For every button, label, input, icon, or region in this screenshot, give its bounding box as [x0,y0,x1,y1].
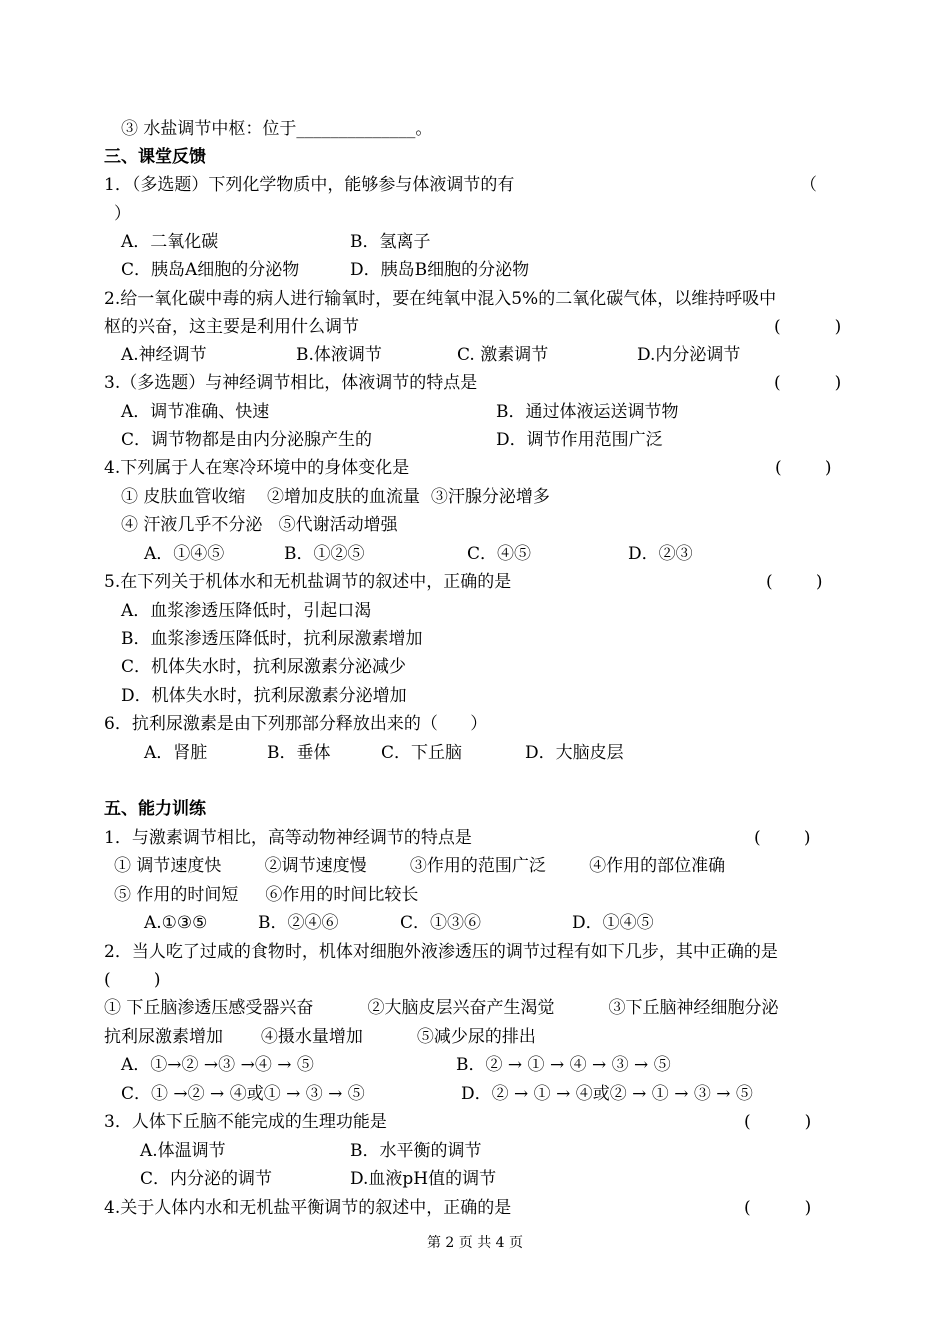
q3-paren: ( ) [774,373,842,393]
q1-option-c: C．胰岛A细胞的分泌物 [121,260,300,280]
s5-q4-stem: 4.关于人体内水和无机盐平衡调节的叙述中，正确的是 [104,1198,512,1218]
s5-q1-option-b: B．②④⑥ [258,913,339,933]
q2-option-b: B.体液调节 [296,345,382,365]
q4-items-line2: ④ 汗液几乎不分泌 ⑤代谢活动增强 [121,515,398,535]
q5-option-a: A．血浆渗透压降低时，引起口渴 [121,601,372,621]
s5-q2-stem: 2．当人吃了过咸的食物时，机体对细胞外液渗透压的调节过程有如下几步，其中正确的是 [104,942,778,962]
q4-stem: 4.下列属于人在寒冷环境中的身体变化是 [104,458,410,478]
s5-q1-items-line2: ⑤ 作用的时间短 ⑥作用的时间比较长 [114,885,419,905]
q3-option-d: D．调节作用范围广泛 [496,430,663,450]
s5-q3-option-a: A.体温调节 [140,1141,226,1161]
page-number-footer: 第 2 页 共 4 页 [426,1235,524,1251]
q2-stem-line1: 2.给一氧化碳中毒的病人进行输氧时，要在纯氧中混入5%的二氧化碳气体，以维持呼吸中 [104,289,777,309]
s5-q2-items-line1: ① 下丘脑渗透压感受器兴奋 ②大脑皮层兴奋产生渴觉 ③下丘脑神经细胞分泌 [104,998,779,1018]
q2-option-c: C. 激素调节 [457,345,549,365]
section-heading-ability: 五、能力训练 [104,799,206,819]
s5-q2-items-line2: 抗利尿激素增加 ④摄水量增加 ⑤减少尿的排出 [104,1027,536,1047]
q2-option-d: D.内分泌调节 [637,345,741,365]
s5-q3-paren: ( ) [744,1112,812,1132]
q1-option-d: D．胰岛B细胞的分泌物 [350,260,530,280]
s5-q1-stem: 1．与激素调节相比，高等动物神经调节的特点是 [104,828,472,848]
q5-option-d: D．机体失水时，抗利尿激素分泌增加 [121,686,407,706]
s5-q3-option-b: B．水平衡的调节 [350,1141,482,1161]
s5-q3-stem: 3．人体下丘脑不能完成的生理功能是 [104,1112,387,1132]
section-heading-feedback: 三、课堂反馈 [104,147,206,167]
q4-option-d: D．②③ [628,544,693,564]
q6-option-c: C．下丘脑 [381,743,463,763]
q1-option-a: A．二氧化碳 [121,232,219,252]
q2-paren: ( ) [774,317,842,337]
q1-paren-open: （ [800,175,817,195]
q2-option-a: A.神经调节 [121,345,207,365]
s5-q3-option-d: D.血液pH值的调节 [350,1169,497,1189]
q2-stem-line2: 枢的兴奋，这主要是利用什么调节 [104,317,359,337]
s5-q1-paren: ( ) [754,828,811,848]
q5-option-b: B．血浆渗透压降低时，抗利尿激素增加 [121,629,423,649]
q1-paren-close: ） [114,204,131,224]
q5-paren: ( ) [766,572,823,592]
s5-q4-paren: ( ) [744,1198,812,1218]
q3-option-c: C．调节物都是由内分泌腺产生的 [121,430,373,450]
s5-q1-option-a: A.①③⑤ [144,913,208,933]
s5-q1-option-c: C．①③⑥ [400,913,482,933]
q1-option-b: B．氢离子 [350,232,431,252]
s5-q3-option-c: C．内分泌的调节 [140,1169,273,1189]
s5-q2-option-a: A．①→② →③ →④ → ⑤ [121,1055,314,1075]
q6-option-d: D．大脑皮层 [525,743,624,763]
s5-q1-option-d: D．①④⑤ [572,913,654,933]
q3-stem: 3.（多选题）与神经调节相比，体液调节的特点是 [104,373,478,393]
s5-q2-paren: ( ) [104,970,161,990]
q4-option-a: A．①④⑤ [144,544,225,564]
q6-option-b: B．垂体 [267,743,331,763]
q3-option-a: A．调节准确、快速 [121,402,270,422]
q6-option-a: A．肾脏 [144,743,208,763]
q1-stem: 1．（多选题）下列化学物质中，能够参与体液调节的有 [104,175,515,195]
q5-option-c: C．机体失水时，抗利尿激素分泌减少 [121,657,407,677]
s5-q1-items-line1: ① 调节速度快 ②调节速度慢 ③作用的范围广泛 ④作用的部位准确 [114,856,726,876]
q4-items-line1: ① 皮肤血管收缩 ②增加皮肤的血流量 ③汗腺分泌增多 [121,487,550,507]
q4-option-b: B．①②⑤ [284,544,365,564]
q5-stem: 5.在下列关于机体水和无机盐调节的叙述中，正确的是 [104,572,512,592]
q4-option-c: C．④⑤ [467,544,532,564]
s5-q2-option-d: D．② → ① → ④或② → ① → ③ → ⑤ [461,1084,753,1104]
q6-stem: 6．抗利尿激素是由下列那部分释放出来的（ ） [104,714,488,734]
s5-q2-option-c: C．① →② → ④或① → ③ → ⑤ [121,1084,365,1104]
blank-fill-line: ③ 水盐调节中枢：位于______________。 [121,119,433,139]
q3-option-b: B．通过体液运送调节物 [496,402,679,422]
s5-q2-option-b: B．② → ① → ④ → ③ → ⑤ [456,1055,671,1075]
q4-paren: ( ) [775,458,832,478]
